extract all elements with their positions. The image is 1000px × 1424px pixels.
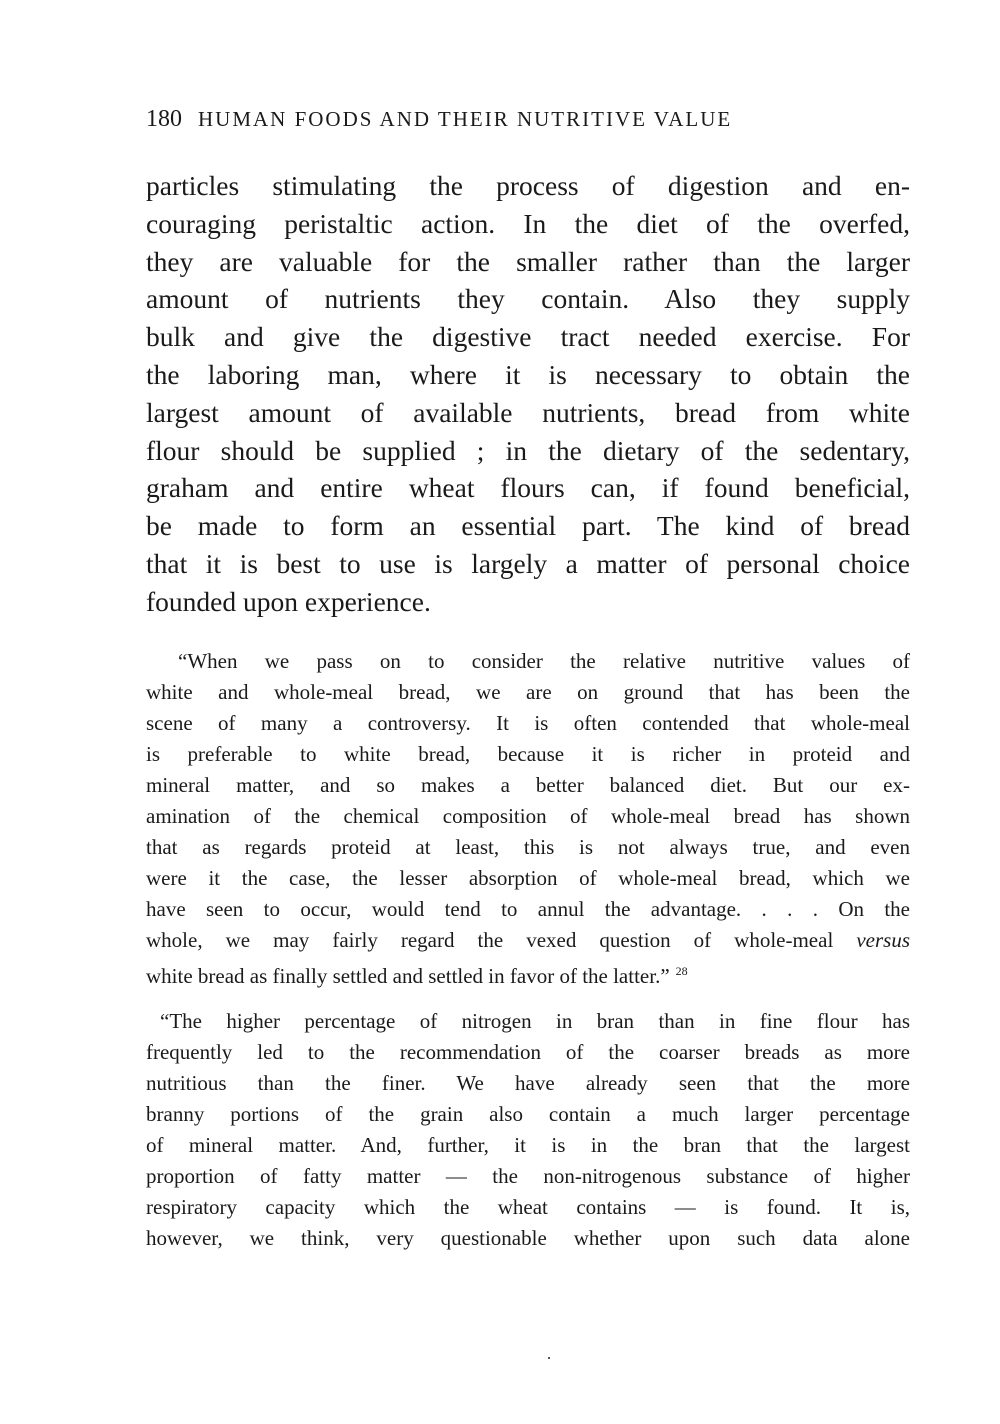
- quote-text: white bread as finally settled and settled in favor of the latter.”: [146, 964, 670, 988]
- running-header: [146, 106, 910, 133]
- quote-line: nutritious than the finer. We have already seen that the more: [146, 1071, 910, 1095]
- quote-line: [146, 956, 910, 987]
- running-title: HUMAN FOODS AND THEIR NUTRITIVE VALUE: [198, 107, 733, 131]
- quote-line: of mineral matter. And, further, it is in the bran that the largest: [146, 1133, 910, 1157]
- quote-line: “When we pass on to consider the relative nutritive values of: [178, 649, 910, 673]
- block-quote-2: [146, 1006, 910, 1254]
- quote-line: mineral matter, and so makes a better balanced diet. But our ex-: [146, 773, 910, 797]
- text-line: largest amount of available nutrients, bread from white: [146, 396, 910, 428]
- scan-speck: [548, 1357, 550, 1359]
- quote-line: is preferable to white bread, because it is richer in proteid and: [146, 742, 910, 766]
- block-quote-1: [146, 646, 910, 987]
- quote-line: proportion of fatty matter — the non-nitrogenous substance of higher: [146, 1164, 910, 1188]
- page-number: 180: [146, 106, 182, 132]
- text-line: that it is best to use is largely a matter of personal choice: [146, 547, 910, 579]
- text-line: graham and entire wheat flours can, if found beneficial,: [146, 472, 910, 504]
- text-line: they are valuable for the smaller rather than the larger: [146, 245, 910, 277]
- text-line: couraging peristaltic action. In the diet of the overfed,: [146, 207, 910, 239]
- quote-line: amination of the chemical composition of whole-meal bread has shown: [146, 804, 910, 828]
- text-line: founded upon experience.: [146, 585, 431, 617]
- quote-line: frequently led to the recommendation of the coarser breads as more: [146, 1040, 910, 1064]
- quote-line: respiratory capacity which the wheat contains — is found. It is,: [146, 1195, 910, 1219]
- quote-line: [146, 925, 910, 956]
- main-paragraph: [146, 167, 910, 621]
- quote-line: “The higher percentage of nitrogen in bran than in fine flour has: [160, 1009, 910, 1033]
- quote-line: scene of many a controversy. It is often contended that whole-meal: [146, 711, 910, 735]
- quote-line: branny portions of the grain also contain a much larger percentage: [146, 1102, 910, 1126]
- quote-line: however, we think, very questionable whether upon such data alone: [146, 1226, 910, 1250]
- text-line: particles stimulating the process of digestion and en-: [146, 170, 910, 201]
- text-line: bulk and give the digestive tract needed exercise. For: [146, 321, 910, 353]
- quote-line: white and whole-meal bread, we are on ground that has been the: [146, 680, 910, 704]
- quote-line: were it the case, the lesser absorption of whole-meal bread, which we: [146, 866, 910, 890]
- text-line: amount of nutrients they contain. Also they supply: [146, 283, 910, 315]
- quote-text: whole, we may fairly regard the vexed question of whole-meal: [146, 928, 834, 952]
- quote-line: that as regards proteid at least, this is not always true, and even: [146, 835, 910, 859]
- text-line: the laboring man, where it is necessary to obtain the: [146, 358, 910, 390]
- footnote-reference: 28: [675, 964, 688, 978]
- italic-term: versus: [856, 928, 910, 952]
- text-line: be made to form an essential part. The kind of bread: [146, 510, 910, 542]
- quote-line: have seen to occur, would tend to annul the advantage. . . . On the: [146, 897, 910, 921]
- text-line: flour should be supplied ; in the dietary of the sedentary,: [146, 434, 910, 466]
